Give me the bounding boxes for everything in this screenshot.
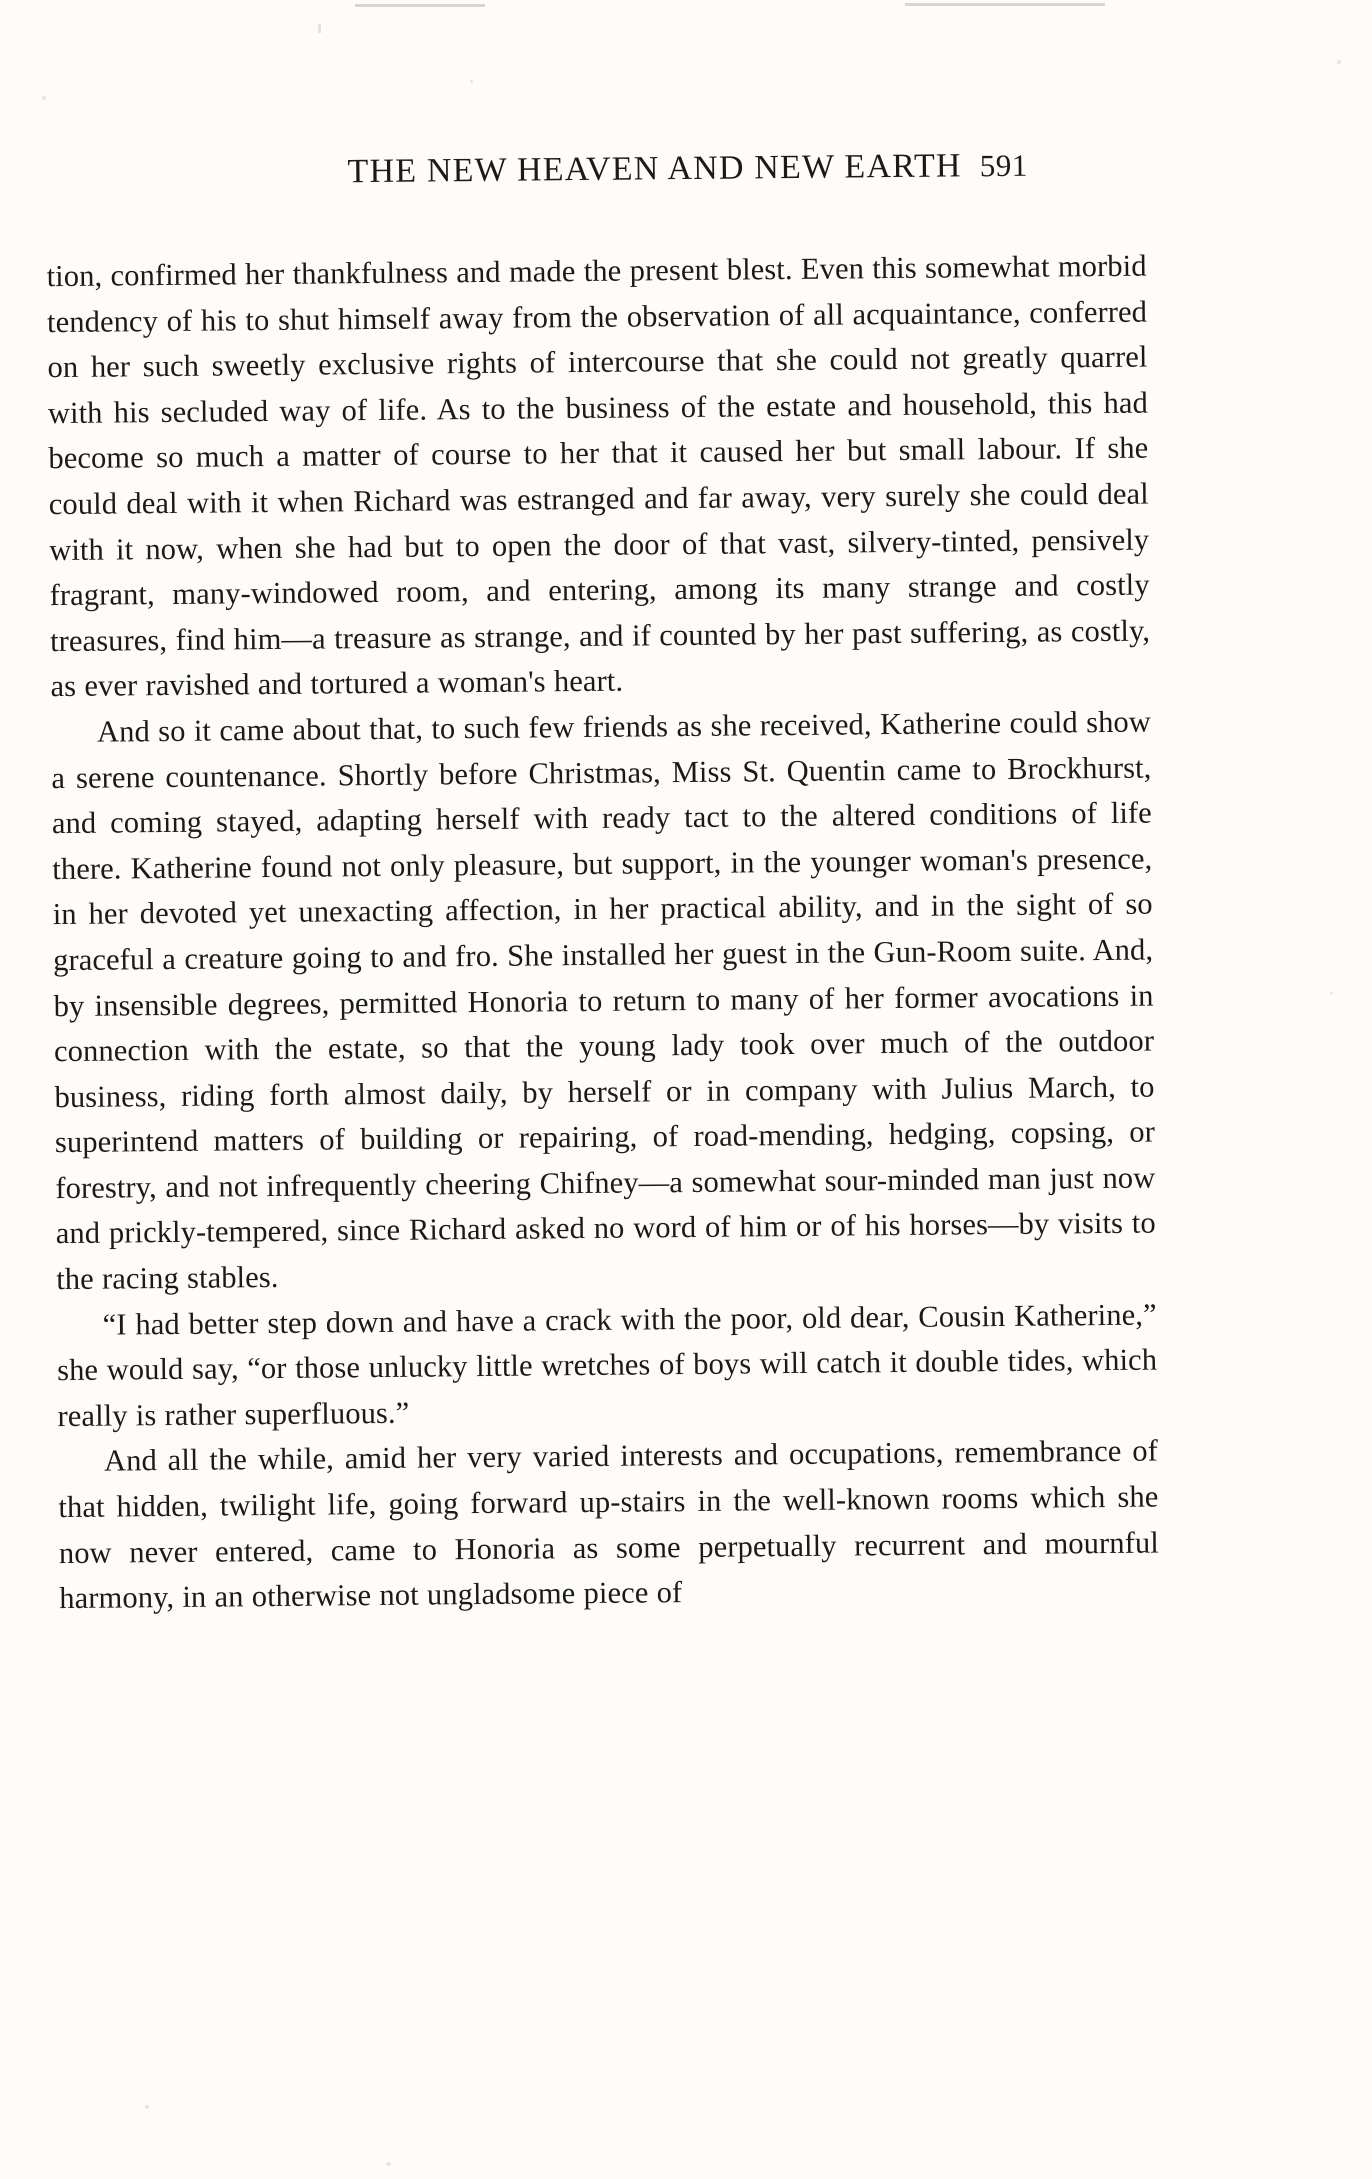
- paragraph: And so it came about that, to such few friends as she received, Katherine could show a serene countenance. Shortly before Christmas, Miss St. Quentin came to Brockhurst, and coming stayed, adapting herself with ready tact to the altered conditions of life there. Katherine found not only pleasure, but support, in the younger woman's presence, in her devoted yet unexacting affection, in her practical ability, and in the sight of so graceful a creature going to and fro. She installed her guest in the Gun-Room suite. And, by insensible degrees, permitted Honoria to return to many of her former avocations in connection with the estate, so that the young lady took over much of the outdoor business, riding forth almost daily, by herself or in company with Julius March, to superintend matters of building or repairing, of road-mending, hedging, copsing, or forestry, and not infrequently cheering Chifney—a somewhat sour-minded man just now and prickly-tempered, since Richard asked no word of him or of his horses—by visits to the racing stables.: [51, 704, 1156, 1297]
- page-number: 591: [979, 147, 1028, 184]
- scan-artifact: [318, 24, 321, 33]
- scan-artifact: [42, 96, 46, 100]
- body-text: [46, 244, 1159, 1622]
- scan-artifact: [355, 4, 485, 7]
- paragraph: “I had better step down and have a crack with the poor, old dear, Cousin Katherine,” she would say, “or those unlucky little wretches of boys will catch it double tides, which really is rather superfluous.”: [56, 1297, 1158, 1433]
- running-head: [1, 143, 1372, 194]
- page-title: THE NEW HEAVEN AND NEW EARTH: [347, 147, 962, 191]
- scan-artifact: [145, 2105, 149, 2109]
- paragraph: And all the while, amid her very varied interests and occupations, remembrance of that hidden, twilight life, going forward up-stairs in the well-known rooms which she now never entered, came to Honoria as some perpetually recurrent and mournful harmony, in an otherwise not ungladsome piece of: [58, 1433, 1159, 1616]
- scan-artifact: [1337, 60, 1341, 64]
- scan-artifact: [386, 2162, 391, 2166]
- paragraph: tion, confirmed her thankfulness and made the present blest. Even this somewhat morbid tendency of his to shut himself away from the observation of all acquaintance, conferred on her such sweetly exclusive rights of intercourse that she could not greatly quarrel with his secluded way of life. As to the business of the estate and household, this had become so much a matter of course to her that it caused her but small labour. If she could deal with it when Richard was estranged and far away, very surely she could deal with it now, when she had but to open the door of that vast, silvery-tinted, pensively fragrant, many-windowed room, and entering, among its many strange and costly treasures, find him—a treasure as strange, and if counted by her past suffering, as costly, as ever ravished and tortured a woman's heart.: [46, 248, 1151, 704]
- scan-artifact: [905, 3, 1105, 6]
- scan-artifact: [1330, 992, 1333, 995]
- scan-artifact: [470, 80, 473, 83]
